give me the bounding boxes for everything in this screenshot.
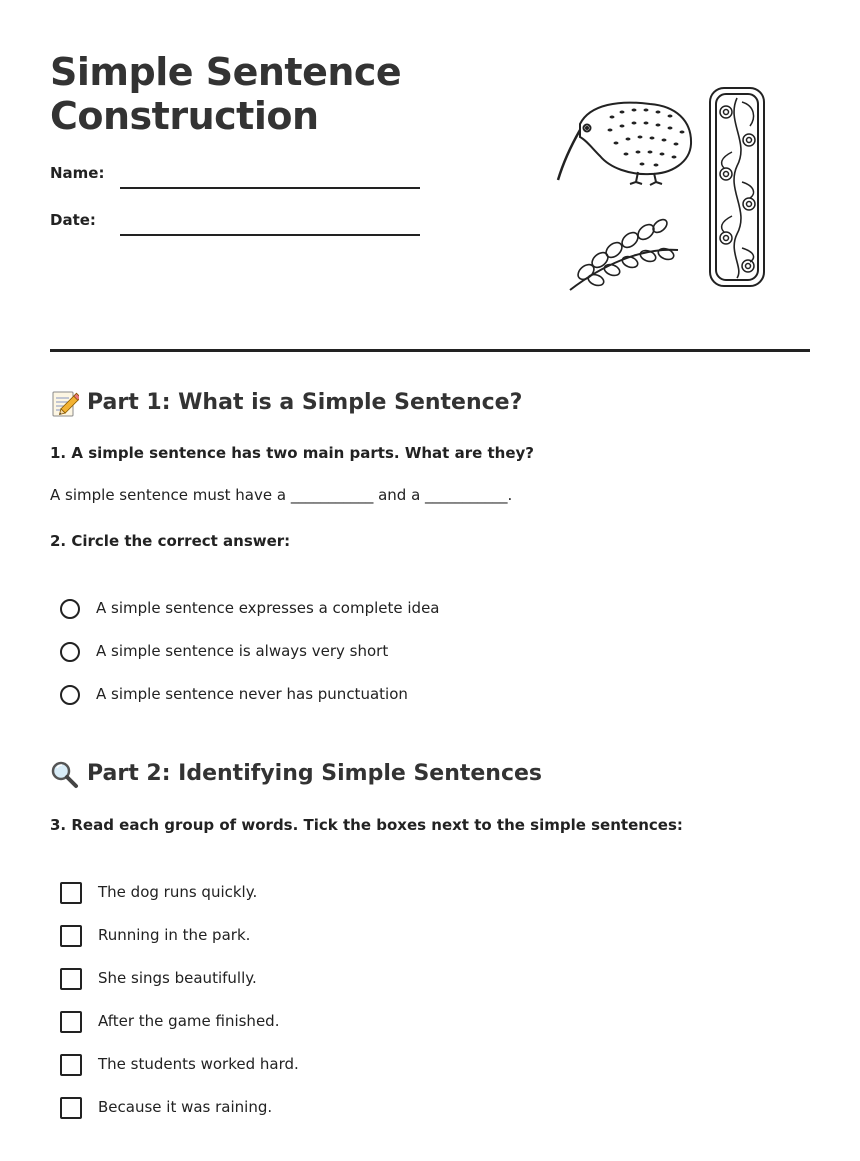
question-3-prompt: 3. Read each group of words. Tick the boxes next to the simple sentences: [50,816,683,834]
carved-panel-icon [710,88,764,286]
radio-circle[interactable] [60,685,80,705]
question-2-prompt: 2. Circle the correct answer: [50,532,291,550]
checkbox-option-label: She sings beautifully. [98,969,257,987]
radio-option-label: A simple sentence expresses a complete idea [96,599,440,617]
checkbox[interactable] [60,925,82,947]
radio-option-label: A simple sentence is always very short [96,642,389,660]
name-label: Name: [50,164,105,182]
memo-pencil-icon [50,389,79,418]
checkbox-option[interactable] [60,924,299,967]
fern-frond-icon [570,217,678,290]
checkbox-option-label: The students worked hard. [98,1055,299,1073]
question-1-prompt: 1. A simple sentence has two main parts. What are they? [50,444,534,462]
radio-option-label: A simple sentence never has punctuation [96,685,408,703]
radio-circle[interactable] [60,599,80,619]
date-label: Date: [50,211,96,229]
checkbox-option-label: After the game finished. [98,1012,280,1030]
checkbox-option[interactable] [60,967,299,1010]
magnifying-glass-icon [50,760,79,789]
checkbox-option-label: Running in the park. [98,926,251,944]
checkbox-option[interactable] [60,1010,299,1053]
checkbox[interactable] [60,1011,82,1033]
kiwi-fern-carving-illustration [550,82,775,297]
part2-heading-text: Part 2: Identifying Simple Sentences [87,761,543,786]
kiwi-bird-icon [558,103,691,185]
question-3-options [60,881,299,1139]
name-field[interactable] [50,164,420,190]
radio-circle[interactable] [60,642,80,662]
checkbox[interactable] [60,882,82,904]
checkbox-option[interactable] [60,881,299,924]
question-2-options [60,597,440,726]
checkbox[interactable] [60,1054,82,1076]
worksheet-title: Simple Sentence Construction [50,50,402,138]
part1-heading [50,388,522,418]
checkbox[interactable] [60,1097,82,1119]
checkbox-option[interactable] [60,1096,299,1139]
name-line[interactable] [120,187,420,189]
radio-option[interactable] [60,683,440,726]
checkbox[interactable] [60,968,82,990]
checkbox-option[interactable] [60,1053,299,1096]
part2-heading [50,759,542,789]
checkbox-option-label: The dog runs quickly. [98,883,258,901]
date-field[interactable] [50,211,420,237]
part1-heading-text: Part 1: What is a Simple Sentence? [87,390,523,415]
date-line[interactable] [120,234,420,236]
radio-option[interactable] [60,640,440,683]
checkbox-option-label: Because it was raining. [98,1098,273,1116]
header-divider [50,349,810,352]
radio-option[interactable] [60,597,440,640]
question-1-fill-in-blank[interactable]: A simple sentence must have a ___________ and a ___________. [50,486,513,504]
